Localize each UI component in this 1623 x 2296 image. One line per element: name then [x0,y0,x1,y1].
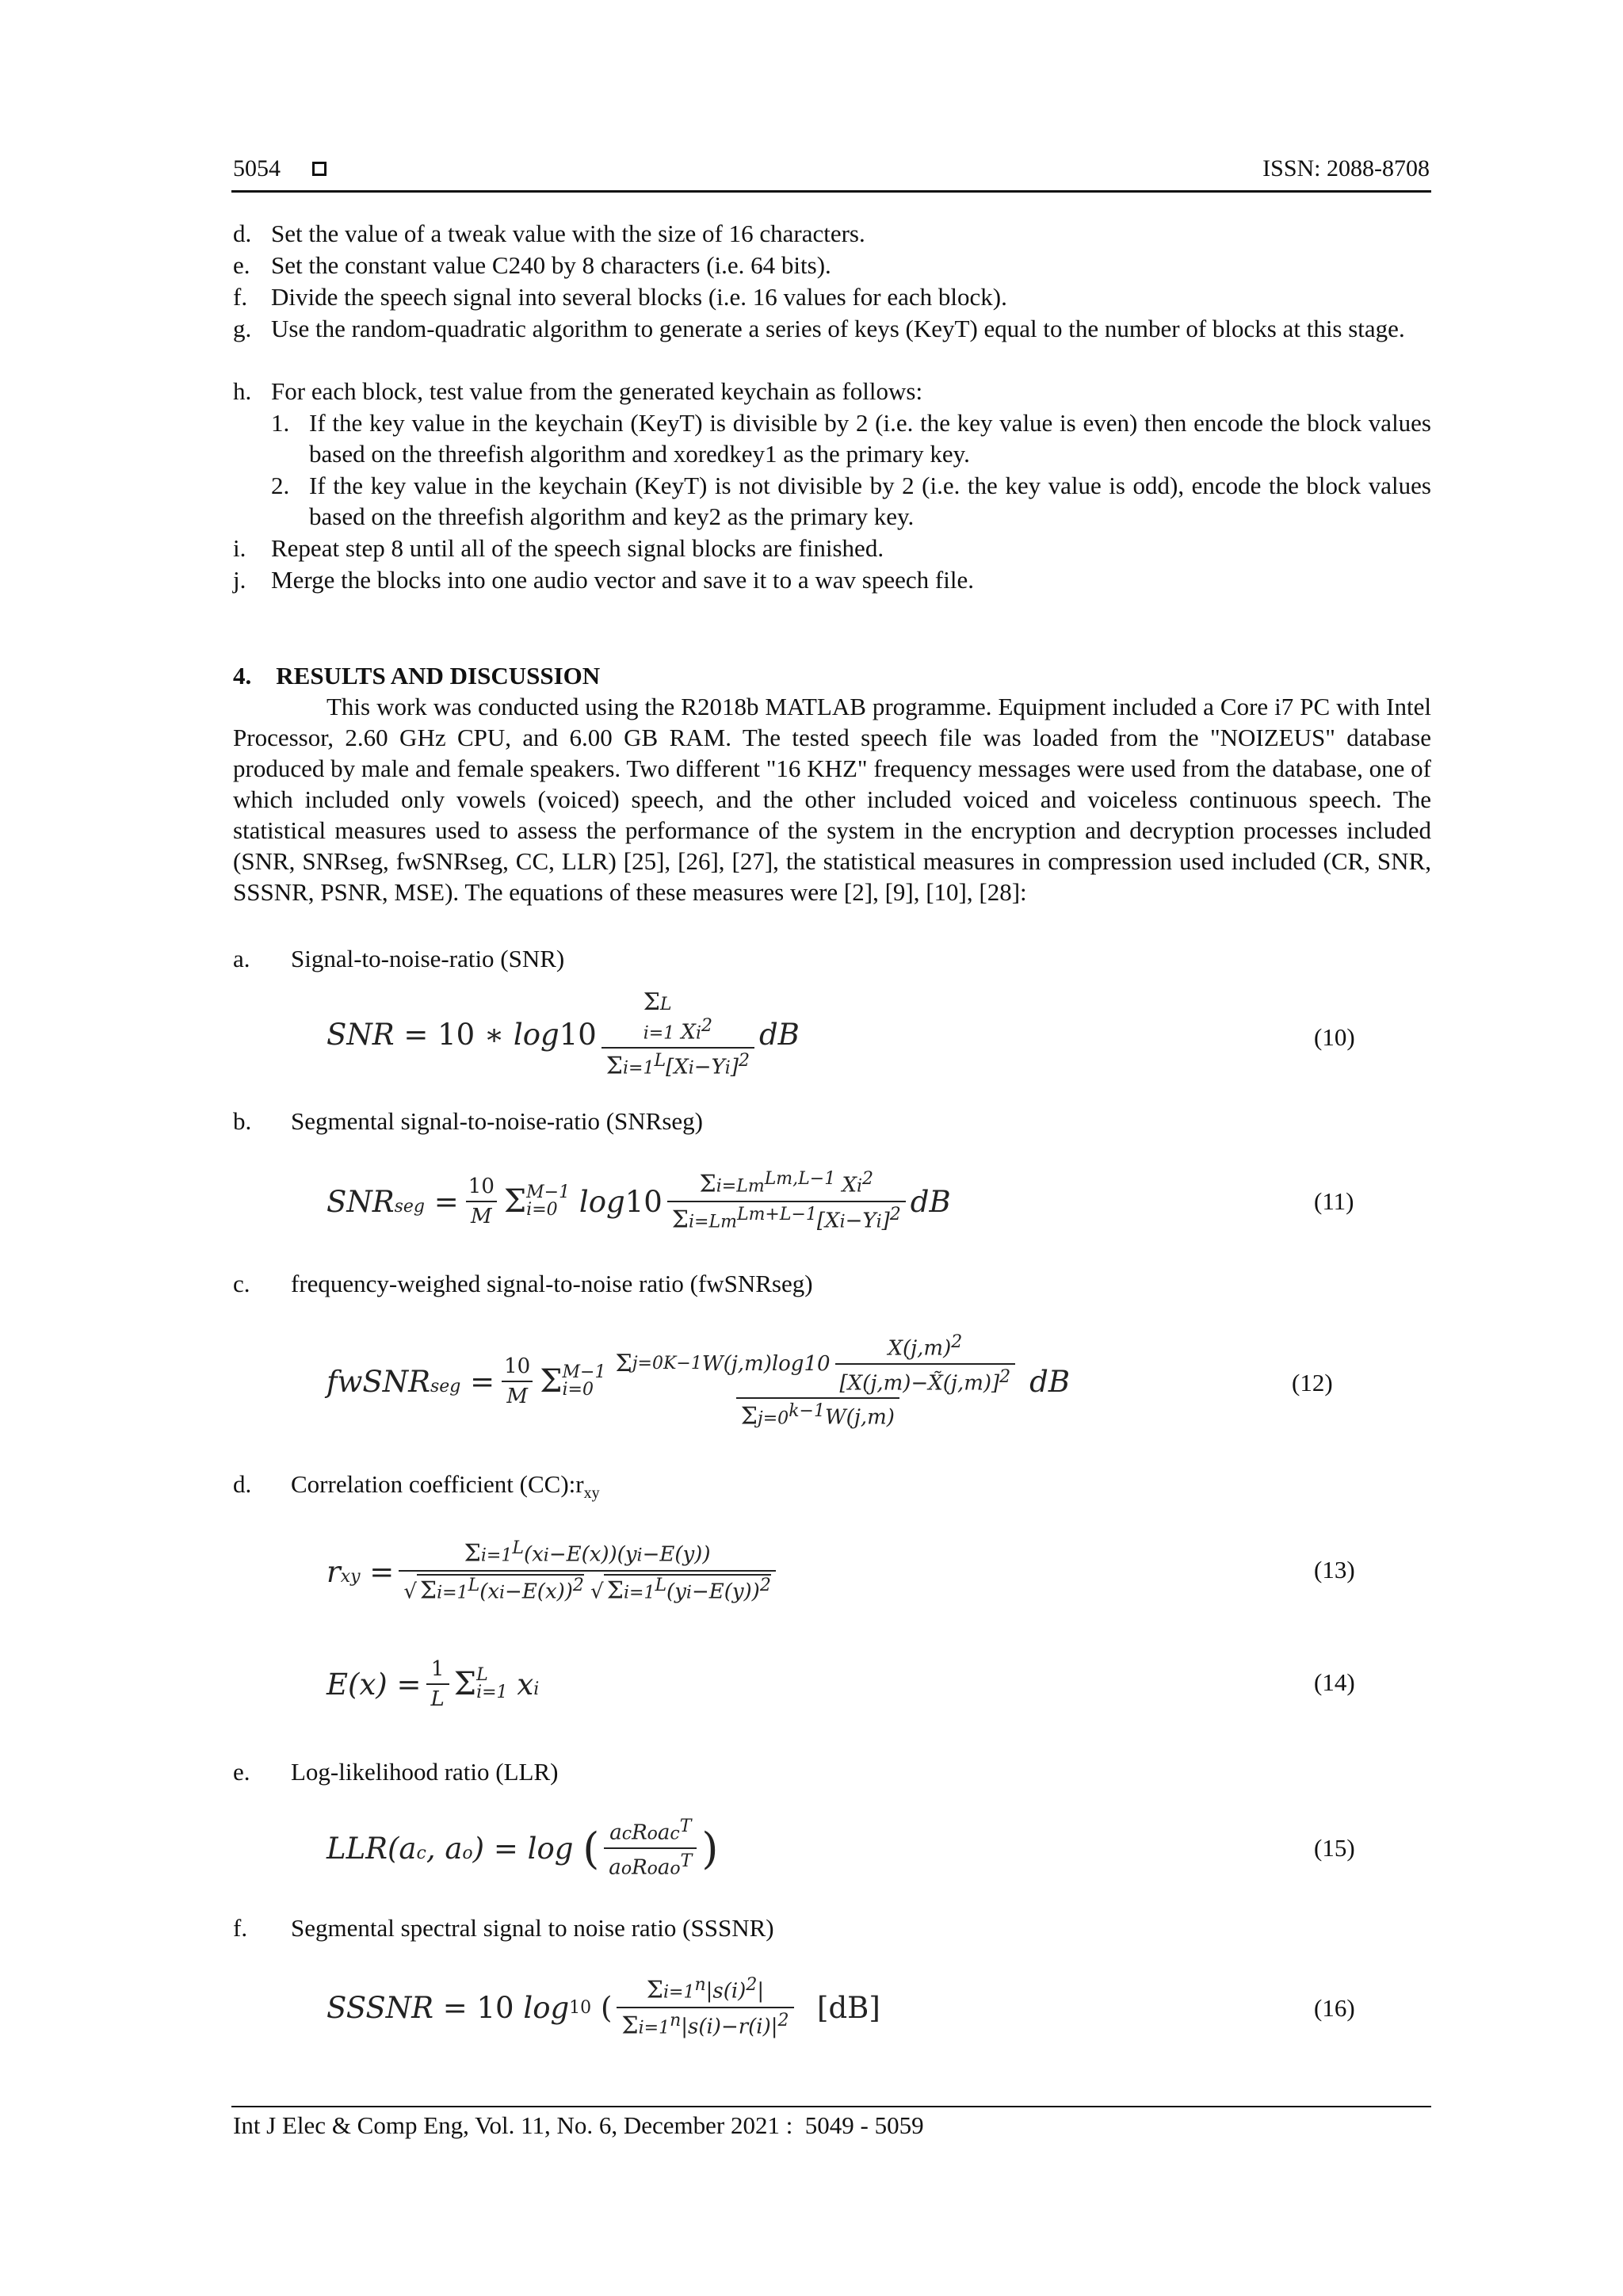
measure-label-sssnr: f. Segmental spectral signal to noise ratio (SSSNR) [233,1914,774,1942]
equation-number-16: (16) [1314,1994,1355,2022]
section-heading: 4. RESULTS AND DISCUSSION [233,662,601,690]
equation-number-10: (10) [1314,1023,1355,1051]
equation-fwsnrseg: fwSNRseg = $\frac{10}{M}$ Σ M−1 i=0 Σ j=0 K−1 W(j,m)log10 $\frac{X(j,m)^2}{[X(j,m)-X̃(j,m)]^2}$ $\Sigma j=0^{k-1}W(j,m)$ dB [327,1332,1071,1431]
list-item-g: g. Use the random-quadratic algorithm to generate a series of keys (KeyT) equal to the number of blocks at this stage. [233,315,1405,342]
equation-number-15: (15) [1314,1834,1355,1862]
list-item-j: j. Merge the blocks into one audio vector and save it to a wav speech file. [233,566,974,594]
measure-label-snrseg: b. Segmental signal-to-noise-ratio (SNRseg) [233,1107,704,1135]
equation-snrseg: SNRseg = $\frac{10}{M}$ Σ M−1 i=0 log 10 $\frac{\Sigma i=Lm^{Lm,L-1} Xi^2}{\Sigma i=Lm^{Lm+L-1}[Xi-Yi]^2}$ dB [327,1169,951,1234]
equation-llr: LLR(ac, ao) = log ( $\frac{acRoac^T}{aoRoao^T}$ ) [327,1817,719,1880]
measure-label-fwsnrseg: c. frequency-weighed signal-to-noise ratio (fwSNRseg) [233,1270,813,1297]
measure-label-llr: e. Log-likelihood ratio (LLR) [233,1758,559,1786]
equation-snr: SNR = 10 ∗ log 10 ΣL i=1 Xi$^2$ $\Sigma i=1^L[Xi-Yi]^2$ dB [327,988,800,1080]
measure-label-cc: d. Correlation coefficient $(CC):r_{xy}$ [233,1470,600,1503]
equation-number-11: (11) [1314,1187,1354,1215]
equation-cc: rxy = $\frac{\Sigma i=1^L(xi-E(x))(yi-E(y))}{√ \Sigma i=1^L(xi-E(x))^2 √ \Sigma i=1^L(yi-E(y))^2}$ [327,1520,781,1623]
sub-item-2: 2. If the key value in the keychain (KeyT) is not divisible by 2 (i.e. the key value is odd), encode the block values based on the threefish algorithm and key2 as the primary key. [271,472,1431,530]
list-item-d: d. Set the value of a tweak value with the size of 16 characters. [233,220,865,247]
list-item-i: i. Repeat step 8 until all of the speech signal blocks are finished. [233,534,884,562]
sub-item-1: 1. If the key value in the keychain (KeyT) is divisible by 2 (i.e. the key value is even) then encode the block values based on the threefish algorithm and xoredkey1 as the primary key. [271,409,1431,468]
measure-label-snr: a. Signal-to-noise-ratio (SNR) [233,945,565,972]
page-number: 5054 [233,155,281,181]
body-paragraph: This work was conducted using the R2018b MATLAB programme. Equipment included a Core i7 PC with Intel Processor, 2.60 GHz CPU, and 6.00 GB RAM. The tested speech file was loaded from the "NOIZEUS" database produced by male and female speakers. Two different "16 KHZ" frequency messages were used from the database, one of which included only vowels (voiced) speech, and the other included voiced and voiceless continuous speech. The statistical measures used to assess the performance of the system in the encryption and decryption processes included (SNR, SNRseg, fwSNRseg, CC, LLR) [25], [26], [27], the statistical measures in compression used included (CR, SNR, SSSNR, PSNR, MSE). The equations of these measures were [2], [9], [10], [28]: [233,693,1431,906]
equation-expectation: E(x) = $\frac{1}{L}$ Σ L i=1 xi [327,1657,540,1711]
list-item-h: h. For each block, test value from the generated keychain as follows: [233,377,923,405]
journal-footer: Int J Elec & Comp Eng, Vol. 11, No. 6, December 2021 : 5049 - 5059 [233,2111,924,2139]
equation-number-14: (14) [1314,1668,1355,1696]
page-header-left [233,155,327,182]
square-icon [312,162,327,176]
equation-sssnr: SSSNR = 10 log 10 ( $\frac{\Sigma i=1^n|s(i)^2|}{\Sigma i=1^n|s(i)-r(i)|^2}$ [dB] [327,1975,880,2040]
list-item-f: f. Divide the speech signal into several blocks (i.e. 16 values for each block). [233,283,1007,311]
list-item-e: e. Set the constant value C240 by 8 characters (i.e. 64 bits). [233,251,831,279]
footer-rule [231,2106,1431,2107]
issn-label: ISSN: 2088-8708 [1262,155,1430,181]
equation-number-13: (13) [1314,1556,1355,1584]
header-rule [231,190,1431,193]
equation-number-12: (12) [1292,1369,1333,1396]
